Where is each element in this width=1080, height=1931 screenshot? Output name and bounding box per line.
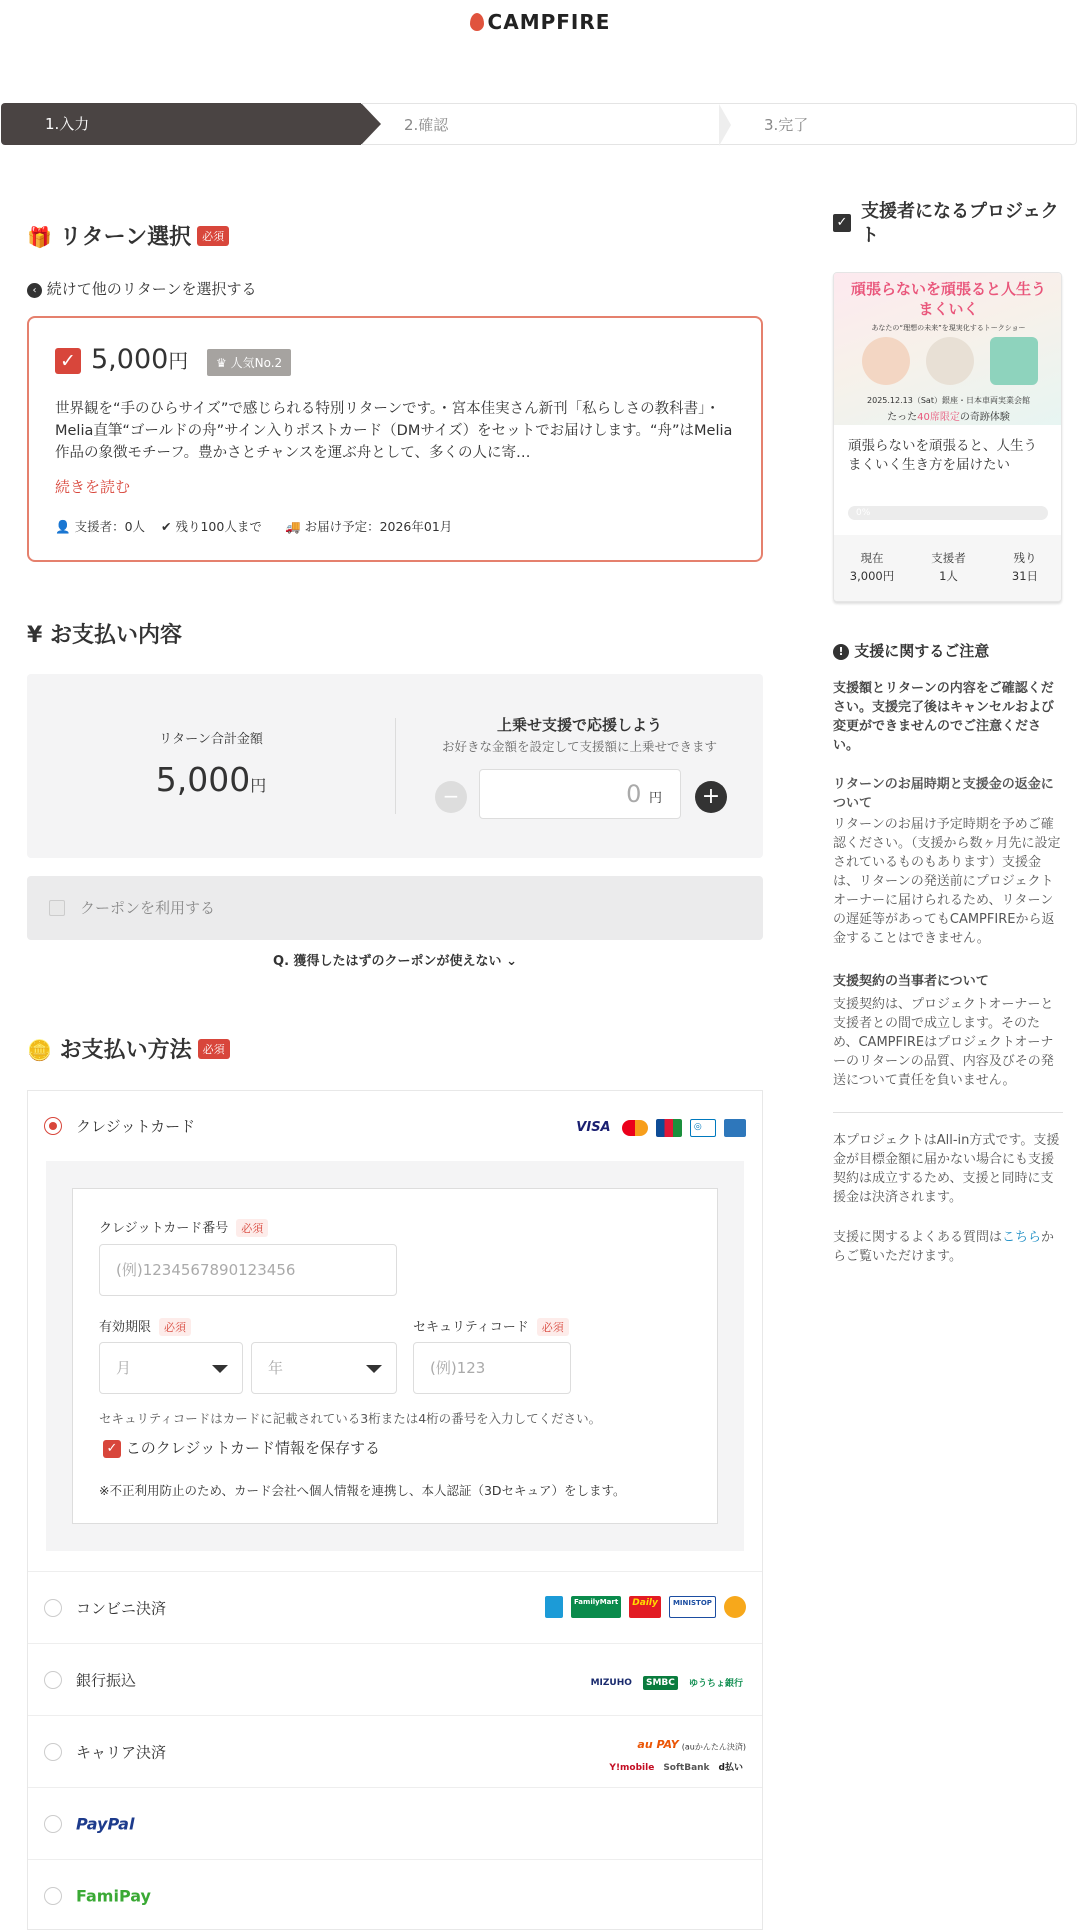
ministop-logo: MINISTOP — [669, 1596, 716, 1618]
card-number-label: クレジットカード番号 必須 — [99, 1217, 268, 1237]
coins-icon: 🪙 — [27, 1038, 52, 1062]
faq-text: 支援に関するよくある質問はこちらからご覧いただけます。 — [833, 1230, 1055, 1264]
jcb-logo — [656, 1119, 682, 1137]
step-complete: 3.完了 — [721, 103, 1077, 145]
read-more-link[interactable]: 続きを読む — [55, 478, 131, 496]
smbc-logo: SMBC — [643, 1676, 678, 1690]
exclamation-icon: ! — [833, 644, 849, 660]
allin-text: 本プロジェクトはAll-in方式です。支援金が目標金額に届かない場合にも支援契約は成立するため、支援と同時に支援金は決済されます。 — [833, 1133, 1060, 1205]
progress-bar — [848, 506, 1048, 520]
paypal-radio[interactable] — [44, 1815, 62, 1833]
required-badge: 必須 — [198, 1039, 230, 1059]
notice-heading: ! 支援に関するご注意 — [833, 640, 989, 661]
caret-down-icon — [366, 1365, 382, 1373]
return-checkbox[interactable] — [55, 348, 81, 374]
convenience-logos — [542, 1596, 746, 1618]
extra-support-title: 上乗せ支援で応援しよう — [496, 716, 662, 734]
cvc-help: セキュリティコードはカードに記載されている3桁または4桁の番号を入力してください。 — [99, 1411, 602, 1426]
bank-radio[interactable] — [44, 1671, 62, 1689]
convenience-radio[interactable] — [44, 1599, 62, 1617]
total-amount: 5,000円 — [155, 760, 267, 799]
truck-icon: 🚚 — [285, 519, 301, 534]
yen-icon: ¥ — [27, 623, 43, 648]
famipay-logo: FamiPay — [76, 1886, 151, 1905]
au-pay-logo: au PAY — [637, 1738, 679, 1751]
return-price: 5,000円 — [91, 344, 189, 375]
refund-text: リターンのお届け予定時期を予めご確認ください。（支援から数ヶ月先に設定されているものもあります）支援金は、リターンの発送前にプロジェクトオーナーに届けられるため、リターンの遅延等があってもCAMPFIREから返金することはできません。 — [833, 817, 1061, 946]
card-form-panel — [46, 1161, 744, 1551]
chevron-left-circle-icon: ‹ — [27, 283, 42, 298]
daily-logo: Daily — [629, 1596, 661, 1618]
progress-steps — [1, 103, 1077, 145]
card-number-input[interactable]: (例)1234567890123456 — [99, 1244, 397, 1296]
other-returns-link[interactable]: ‹ 続けて他のリターンを選択する — [27, 278, 256, 299]
plus-button[interactable] — [695, 781, 727, 813]
payment-methods — [27, 1090, 763, 1930]
return-section-title: 🎁 リターン選択 必須 — [27, 220, 229, 251]
carrier-radio[interactable] — [44, 1743, 62, 1761]
expiry-month-select[interactable]: 月 — [99, 1342, 243, 1394]
credit-card-radio[interactable] — [44, 1117, 62, 1135]
project-stats — [834, 535, 1062, 602]
caret-down-icon — [212, 1365, 228, 1373]
amex-logo — [724, 1119, 746, 1137]
famipay-row[interactable] — [28, 1859, 762, 1931]
bank-label: 銀行振込 — [76, 1671, 137, 1689]
payment-summary-box — [27, 674, 763, 858]
mizuho-logo: MIZUHO — [590, 1677, 632, 1688]
banner-bottom: たった40席限定の奇跡体験 — [887, 412, 1010, 423]
progress-label: 0% — [856, 508, 871, 518]
banner-date: 2025.12.13（Sat）銀座・日本車両実業会館 — [867, 396, 1030, 405]
payment-content-title: ¥ お支払い内容 — [27, 623, 182, 648]
ymobile-logo: Y!mobile — [609, 1762, 655, 1773]
payment-method-title: 🪙 お支払い方法 必須 — [27, 1033, 230, 1064]
stat-supporters: 支援者 1人 — [931, 551, 966, 583]
bank-logos — [585, 1672, 746, 1691]
delivery-date: 🚚 お届け予定：2026年01月 — [285, 519, 453, 534]
carrier-logos: au PAY (auかんたん決済) Y!mobile SoftBank d払い — [603, 1734, 746, 1779]
minus-icon: − — [442, 784, 460, 808]
contract-heading: 支援契約の当事者について — [833, 974, 989, 989]
banner-subtitle: あなたの“理想の未来”を現実化するトークショー — [871, 324, 1026, 332]
coupon-row[interactable] — [27, 876, 763, 940]
refund-heading: リターンのお届時期と支援金の返金について — [833, 777, 1054, 811]
campfire-logo[interactable]: CAMPFIRE — [0, 10, 1080, 34]
project-title: 頑張らないを頑張ると、人生うまくいく生き方を届けたい — [848, 438, 1037, 473]
minus-button[interactable] — [435, 781, 467, 813]
mastercard-logo — [622, 1120, 648, 1136]
credit-card-option — [28, 1091, 762, 1571]
notice-bold: 支援額とリターンの内容をご確認ください。支援完了後はキャンセルおよび変更ができませんのでご注意ください。 — [833, 681, 1055, 753]
check-square-icon: ✓ — [833, 214, 851, 232]
coupon-faq-toggle[interactable]: Q. 獲得したはずのクーポンが使えない ⌄ — [273, 954, 517, 969]
user-icon: 👤 — [55, 519, 71, 534]
chevron-down-icon: ⌄ — [506, 954, 517, 969]
total-label: リターン合計金額 — [159, 732, 263, 747]
plus-icon: + — [701, 784, 721, 809]
diners-logo: ◎ — [690, 1119, 716, 1137]
project-banner — [834, 273, 1062, 425]
crown-icon: ♛ — [216, 356, 227, 370]
check-circle-icon: ✔ — [161, 519, 172, 534]
step-input: 1.入力 — [1, 103, 361, 145]
carrier-billing-row[interactable] — [28, 1715, 762, 1787]
cvc-input[interactable]: (例)123 — [413, 1342, 571, 1394]
credit-card-label: クレジットカード — [76, 1117, 196, 1136]
return-card[interactable] — [27, 316, 763, 562]
sidebar-project-heading: ✓ 支援者になるプロジェクト — [833, 200, 1063, 248]
stat-remaining: 残り 31日 — [1011, 551, 1039, 583]
extra-amount-input[interactable]: 0 円 — [479, 769, 681, 819]
popular-badge: ♛ 人気No.2 — [207, 349, 291, 376]
expiry-year-select[interactable]: 年 — [251, 1342, 397, 1394]
extra-support-subtitle: お好きな金額を設定して支援額に上乗せできます — [441, 739, 717, 754]
coupon-label: クーポンを利用する — [80, 899, 216, 917]
banner-title: 頑張らないを頑張ると人生うまくいく — [850, 280, 1046, 318]
famipay-radio[interactable] — [44, 1887, 62, 1905]
card-brand-logos — [570, 1117, 746, 1137]
paypal-row[interactable] — [28, 1787, 762, 1859]
speaker-photo-2 — [926, 337, 974, 385]
book-image — [990, 337, 1038, 385]
credit-card-row[interactable] — [28, 1091, 762, 1161]
expiry-label: 有効期限 必須 — [99, 1316, 191, 1336]
check-icon: ✓ — [55, 348, 81, 374]
step-confirm: 2.確認 — [361, 103, 721, 145]
save-card-checkbox[interactable]: ✓ このクレジットカード情報を保存する — [103, 1437, 380, 1458]
sidebar-divider — [833, 1112, 1063, 1113]
flame-icon — [470, 13, 484, 31]
stat-current: 現在 3,000円 — [849, 551, 895, 583]
carrier-label: キャリア決済 — [76, 1743, 167, 1761]
convenience-label: コンビニ決済 — [76, 1599, 167, 1617]
yucho-logo: ゆうちょ銀行 — [688, 1679, 743, 1689]
contract-text: 支援契約は、プロジェクトオーナーと支援者との間で成立します。そのため、CAMPFIREはプロジェクトオーナーのリターンの品質、内容及びその発送について責任を負いません。 — [833, 997, 1054, 1088]
card-form — [72, 1188, 718, 1524]
paypal-logo: PayPal — [76, 1814, 135, 1833]
security-note: ※不正利用防止のため、カード会社へ個人情報を連携し、本人認証（3Dセキュア）をします。 — [99, 1483, 626, 1498]
softbank-logo: SoftBank — [663, 1762, 710, 1773]
visa-logo: VISA — [576, 1120, 611, 1135]
convenience-store-row[interactable] — [28, 1571, 762, 1643]
check-icon: ✓ — [103, 1440, 121, 1458]
speaker-photo-1 — [862, 337, 910, 385]
coupon-checkbox[interactable] — [49, 900, 65, 916]
project-card[interactable] — [833, 272, 1062, 602]
d-barai-logo: d払い — [718, 1762, 743, 1773]
return-description: 世界観を“手のひらサイズ”で感じられる特別リターンです。・宮本佳実さん新刊「私らしさの教科書」・Melia直筆“ゴールドの舟”サイン入りポストカード（DMサイズ）をセットでお届けします。“舟”はMelia作品の象徴モチーフ。豊かさとチャンスを運ぶ舟として、多くの人に寄… — [55, 401, 733, 461]
faq-link[interactable]: こちら — [1002, 1230, 1042, 1245]
remaining-count: ✔ 残り100人まで — [161, 519, 262, 534]
supporters-count: 👤 支援者：0人 — [55, 519, 146, 534]
bank-transfer-row[interactable] — [28, 1643, 762, 1715]
familymart-logo: FamilyMart — [571, 1596, 621, 1618]
gift-icon: 🎁 — [27, 225, 52, 249]
lawson-logo — [545, 1596, 563, 1618]
seicomart-logo — [724, 1596, 746, 1618]
cvc-label: セキュリティコード 必須 — [413, 1316, 569, 1336]
required-badge: 必須 — [197, 226, 229, 246]
